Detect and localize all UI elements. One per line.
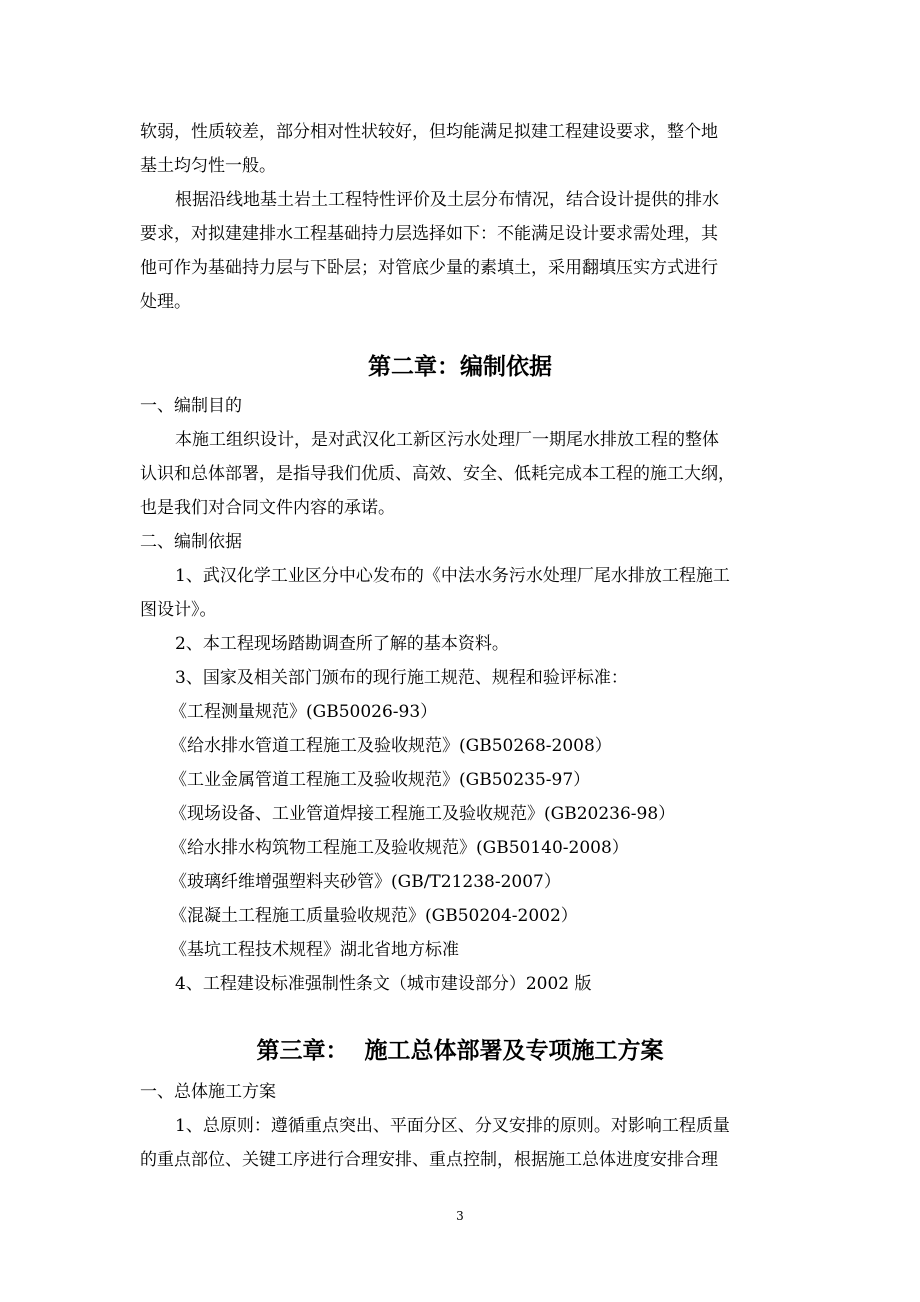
- list-item: 3、国家及相关部门颁布的现行施工规范、规程和验评标准：: [175, 668, 628, 688]
- list-item: 2、本工程现场踏勘调查所了解的基本资料。: [175, 634, 509, 654]
- paragraph-line: 要求，对拟建建排水工程基础持力层选择如下：不能满足设计要求需处理，其: [140, 224, 718, 244]
- list-item: 1、武汉化学工业区分中心发布的《中法水务污水处理厂尾水排放工程施工: [175, 566, 730, 586]
- section-heading: 一、总体施工方案: [140, 1082, 276, 1102]
- paragraph-line: 他可作为基础持力层与下卧层；对管底少量的素填土，采用翻填压实方式进行: [140, 258, 718, 278]
- standard-item: 《工业金属管道工程施工及验收规范》(GB50235-97）: [170, 770, 591, 790]
- paragraph-line: 处理。: [140, 292, 191, 312]
- standard-item: 《工程测量规范》(GB50026-93）: [170, 702, 438, 722]
- standard-item: 《给水排水构筑物工程施工及验收规范》(GB50140-2008）: [170, 838, 629, 858]
- paragraph-line: 基土均匀性一般。: [140, 156, 276, 176]
- paragraph-line: 根据沿线地基土岩土工程特性评价及土层分布情况，结合设计提供的排水: [175, 190, 719, 210]
- list-item: 图设计》。: [140, 600, 217, 620]
- paragraph-line: 认识和总体部署，是指导我们优质、高效、安全、低耗完成本工程的施工大纲，: [140, 464, 735, 484]
- paragraph-line: 1、总原则：遵循重点突出、平面分区、分叉安排的原则。对影响工程质量: [175, 1116, 730, 1136]
- paragraph-line: 软弱，性质较差，部分相对性状较好，但均能满足拟建工程建设要求，整个地: [140, 122, 718, 142]
- section-heading: 一、编制目的: [140, 396, 242, 416]
- chapter-heading: 第二章：编制依据: [368, 353, 552, 380]
- section-heading: 二、编制依据: [140, 532, 242, 552]
- standard-item: 《基坑工程技术规程》湖北省地方标准: [170, 940, 459, 960]
- paragraph-line: 也是我们对合同文件内容的承诺。: [140, 498, 395, 518]
- paragraph-line: 的重点部位、关键工序进行合理安排、重点控制，根据施工总体进度安排合理: [140, 1150, 718, 1170]
- standard-item: 《混凝土工程施工质量验收规范》(GB50204-2002）: [170, 906, 578, 926]
- list-item: 4、工程建设标准强制性条文（城市建设部分）2002 版: [175, 974, 592, 994]
- standard-item: 《给水排水管道工程施工及验收规范》(GB50268-2008）: [170, 736, 612, 756]
- page-number: 3: [456, 1209, 464, 1223]
- paragraph-line: 本施工组织设计，是对武汉化工新区污水处理厂一期尾水排放工程的整体: [175, 430, 719, 450]
- standard-item: 《现场设备、工业管道焊接工程施工及验收规范》(GB20236-98）: [170, 804, 676, 824]
- chapter-heading: 第三章： 施工总体部署及专项施工方案: [256, 1037, 664, 1064]
- standard-item: 《玻璃纤维增强塑料夹砂管》(GB/T21238-2007）: [170, 872, 561, 892]
